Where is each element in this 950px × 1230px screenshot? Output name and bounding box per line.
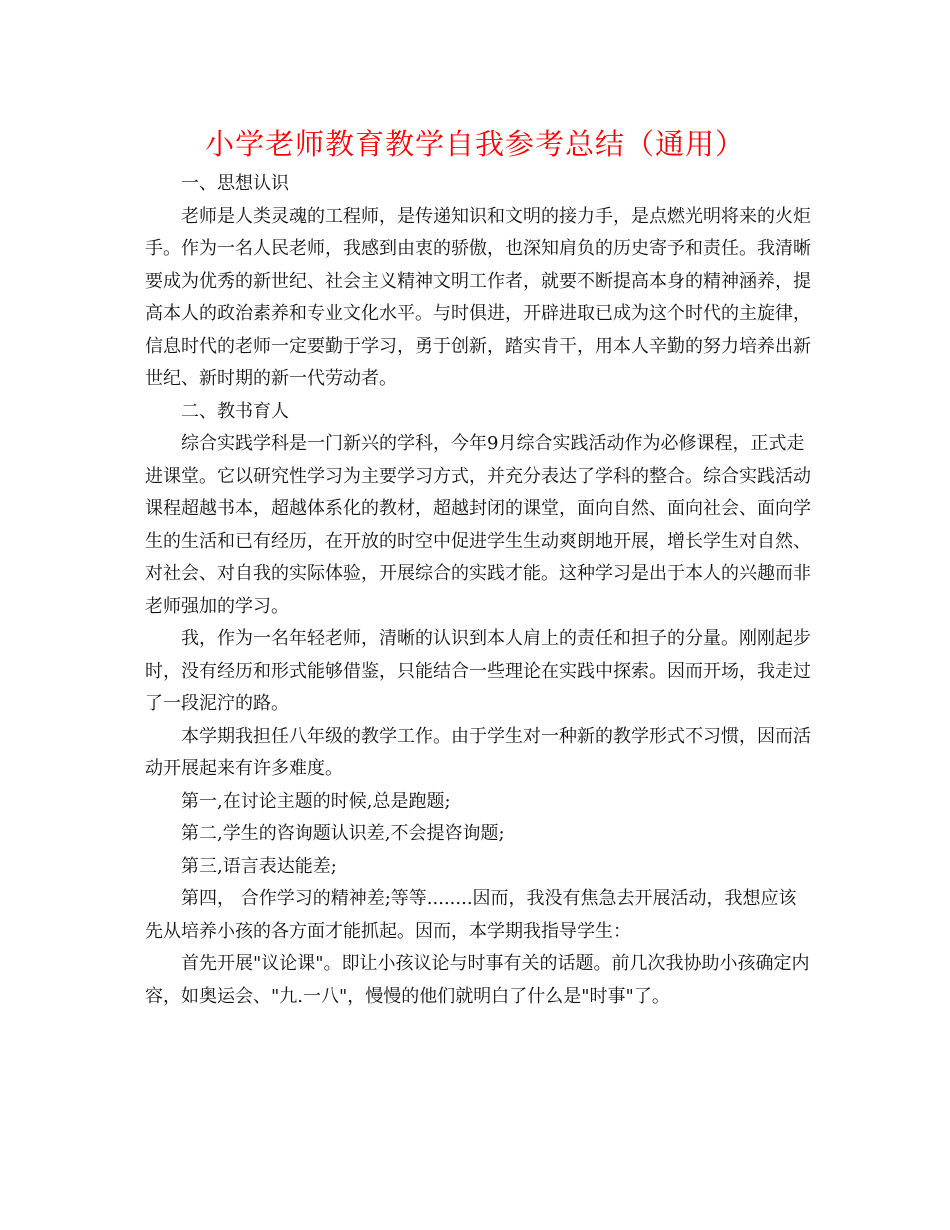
list-item: 第一,在讨论主题的时候,总是跑题; [181,790,451,812]
paragraph: 本学期我担任八年级的教学工作。由于学生对一种新的教学形式不习惯，因而活动开展起来有许多难度。 [145,725,811,779]
paragraph: 首先开展"议论课"。即让小孩议论与时事有关的话题。前几次我协助小孩确定内容，如奥运会、"九.一八"，慢慢的他们就明白了什么是"时事"了。 [145,953,810,1007]
paragraph: 综合实践学科是一门新兴的学科，今年9月综合实践活动作为必修课程，正式走进课堂。它以研究性学习为主要学习方式，并充分表达了学科的整合。综合实践活动课程超越书本，超越体系化的教材，超越封闭的课堂，面向自然、面向社会、面向学生的生活和已有经历，在开放的时空中促进学生生动爽朗地开展，增长学生对自然、对社会、对自我的实际体验，开展综合的实践才能。这种学习是出于本人的兴趣而非老师强加的学习。 [145,433,811,617]
document-body [145,168,813,1013]
section-heading-teaching: 二、教书育人 [181,400,289,422]
paragraph: 老师是人类灵魂的工程师，是传递知识和文明的接力手，是点燃光明将来的火炬手。作为一名人民老师，我感到由衷的骄傲，也深知肩负的历史寄予和责任。我清晰要成为优秀的新世纪、社会主义精神文明工作者，就要不断提高本身的精神涵养，提高本人的政治素养和专业文化水平。与时俱进，开辟进取已成为这个时代的主旋律，信息时代的老师一定要勤于学习，勇于创新，踏实肯干，用本人辛勤的努力培养出新世纪、新时期的新一代劳动者。 [145,205,811,389]
list-item: 第三,语言表达能差; [181,855,337,877]
paragraph: 我，作为一名年轻老师，清晰的认识到本人肩上的责任和担子的分量。刚刚起步时，没有经历和形式能够借鉴，只能结合一些理论在实践中探索。因而开场，我走过了一段泥泞的路。 [145,628,811,714]
list-item: 第二,学生的咨询题认识差,不会提咨询题; [181,823,505,844]
list-item: 第四， 合作学习的精神差;等等........因而，我没有焦急去开展活动，我想应该先从培养小孩的各方面才能抓起。因而，本学期我指导学生： [145,888,797,942]
section-heading-thought: 一、思想认识 [181,173,289,194]
document-title: 小学老师教育教学自我参考总结（通用） [204,127,745,161]
